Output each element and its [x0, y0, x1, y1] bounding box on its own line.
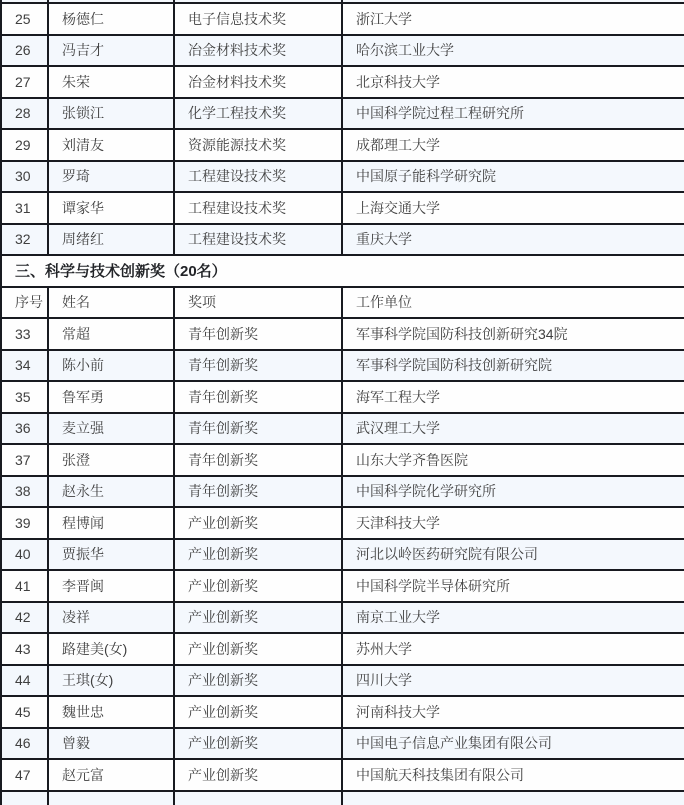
cell-name — [48, 791, 174, 805]
cell-no: 35 — [1, 381, 48, 413]
cell-award: 工程建设技术奖 — [174, 161, 342, 193]
cell-org: 中国科学院化学研究所 — [342, 476, 684, 508]
cell-name: 冯吉才 — [48, 35, 174, 67]
cell-org: 河北以岭医药研究院有限公司 — [342, 539, 684, 571]
table-row — [1, 350, 684, 382]
cell-org: 河南科技大学 — [342, 696, 684, 728]
cell-name: 李晋闽 — [48, 570, 174, 602]
table-row — [1, 224, 684, 256]
cell-no: 37 — [1, 444, 48, 476]
cell-no: 45 — [1, 696, 48, 728]
table-row — [1, 728, 684, 760]
cell-org: 军事科学院国防科技创新研究34院 — [342, 318, 684, 350]
cell-award — [174, 791, 342, 805]
cell-name: 罗琦 — [48, 161, 174, 193]
table-row — [1, 318, 684, 350]
cell-award: 产业创新奖 — [174, 570, 342, 602]
cell-org: 中国科学院半导体研究所 — [342, 570, 684, 602]
cell-name: 程博闻 — [48, 507, 174, 539]
table-row — [1, 759, 684, 791]
cell-name: 杨德仁 — [48, 3, 174, 35]
cell-no: 34 — [1, 350, 48, 382]
cell-org: 中国原子能科学研究院 — [342, 161, 684, 193]
cell-award: 化学工程技术奖 — [174, 98, 342, 130]
cell-name: 王琪(女) — [48, 665, 174, 697]
cell-name: 谭家华 — [48, 192, 174, 224]
section-title: 三、科学与技术创新奖（20名） — [1, 255, 684, 287]
cell-name: 朱荣 — [48, 66, 174, 98]
cell-name: 张锁江 — [48, 98, 174, 130]
cell-award: 工程建设技术奖 — [174, 192, 342, 224]
cell-award: 电子信息技术奖 — [174, 3, 342, 35]
table-row-partial-bottom — [1, 791, 684, 805]
cell-org: 中国科学院过程工程研究所 — [342, 98, 684, 130]
cell-award: 产业创新奖 — [174, 633, 342, 665]
cell-org: 军事科学院国防科技创新研究院 — [342, 350, 684, 382]
cell-name: 魏世忠 — [48, 696, 174, 728]
cell-award: 青年创新奖 — [174, 318, 342, 350]
cell-org: 成都理工大学 — [342, 129, 684, 161]
cell-award: 青年创新奖 — [174, 413, 342, 445]
cell-org: 上海交通大学 — [342, 192, 684, 224]
cell-name: 常超 — [48, 318, 174, 350]
cell-award: 青年创新奖 — [174, 381, 342, 413]
cell-award: 产业创新奖 — [174, 602, 342, 634]
cell-name: 张澄 — [48, 444, 174, 476]
cell-no: 41 — [1, 570, 48, 602]
column-header-row — [1, 287, 684, 319]
table-row — [1, 570, 684, 602]
table-row — [1, 35, 684, 67]
cell-no: 36 — [1, 413, 48, 445]
cell-org: 中国航天科技集团有限公司 — [342, 759, 684, 791]
cell-award: 产业创新奖 — [174, 696, 342, 728]
cell-org: 武汉理工大学 — [342, 413, 684, 445]
cell-no: 47 — [1, 759, 48, 791]
cell-org: 南京工业大学 — [342, 602, 684, 634]
cell-org: 中国电子信息产业集团有限公司 — [342, 728, 684, 760]
cell-award: 冶金材料技术奖 — [174, 66, 342, 98]
column-header-name: 姓名 — [48, 287, 174, 319]
cell-no: 33 — [1, 318, 48, 350]
cell-award: 产业创新奖 — [174, 759, 342, 791]
cell-org: 重庆大学 — [342, 224, 684, 256]
cell-no: 26 — [1, 35, 48, 67]
cell-no: 28 — [1, 98, 48, 130]
cell-award: 资源能源技术奖 — [174, 129, 342, 161]
cell-org: 浙江大学 — [342, 3, 684, 35]
cell-org: 天津科技大学 — [342, 507, 684, 539]
table-row — [1, 476, 684, 508]
table-row — [1, 66, 684, 98]
table-row — [1, 696, 684, 728]
cell-award: 冶金材料技术奖 — [174, 35, 342, 67]
cell-award: 青年创新奖 — [174, 476, 342, 508]
cell-no: 25 — [1, 3, 48, 35]
cell-no: 29 — [1, 129, 48, 161]
cell-org: 哈尔滨工业大学 — [342, 35, 684, 67]
section-header-row — [1, 255, 684, 287]
table-row — [1, 633, 684, 665]
table-row — [1, 444, 684, 476]
cell-name: 赵永生 — [48, 476, 174, 508]
cell-name: 路建美(女) — [48, 633, 174, 665]
cell-name: 鲁军勇 — [48, 381, 174, 413]
cell-award: 产业创新奖 — [174, 507, 342, 539]
column-header-org: 工作单位 — [342, 287, 684, 319]
cell-name: 周绪红 — [48, 224, 174, 256]
cell-no: 32 — [1, 224, 48, 256]
cell-org: 苏州大学 — [342, 633, 684, 665]
cell-name: 麦立强 — [48, 413, 174, 445]
cell-org: 北京科技大学 — [342, 66, 684, 98]
table-row — [1, 129, 684, 161]
cell-no — [1, 791, 48, 805]
cell-award: 青年创新奖 — [174, 444, 342, 476]
cell-org: 海军工程大学 — [342, 381, 684, 413]
cell-name: 凌祥 — [48, 602, 174, 634]
cell-name: 陈小前 — [48, 350, 174, 382]
cell-no: 39 — [1, 507, 48, 539]
cell-org: 四川大学 — [342, 665, 684, 697]
table-row — [1, 192, 684, 224]
cell-name: 刘清友 — [48, 129, 174, 161]
cell-award: 产业创新奖 — [174, 728, 342, 760]
cell-no: 44 — [1, 665, 48, 697]
cell-org: 山东大学齐鲁医院 — [342, 444, 684, 476]
cell-no: 43 — [1, 633, 48, 665]
cell-award: 产业创新奖 — [174, 665, 342, 697]
cell-org — [342, 791, 684, 805]
table-row — [1, 602, 684, 634]
cell-award: 青年创新奖 — [174, 350, 342, 382]
cell-no: 31 — [1, 192, 48, 224]
table-row — [1, 161, 684, 193]
table-row — [1, 665, 684, 697]
table-row — [1, 413, 684, 445]
cell-no: 40 — [1, 539, 48, 571]
cell-no: 30 — [1, 161, 48, 193]
cell-no: 46 — [1, 728, 48, 760]
cell-award: 工程建设技术奖 — [174, 224, 342, 256]
column-header-award: 奖项 — [174, 287, 342, 319]
column-header-no: 序号 — [1, 287, 48, 319]
table-row — [1, 539, 684, 571]
cell-name: 贾振华 — [48, 539, 174, 571]
table-row — [1, 381, 684, 413]
cell-name: 赵元富 — [48, 759, 174, 791]
table-row — [1, 507, 684, 539]
cell-no: 38 — [1, 476, 48, 508]
cell-no: 42 — [1, 602, 48, 634]
table-row — [1, 3, 684, 35]
cell-no: 27 — [1, 66, 48, 98]
table-row — [1, 98, 684, 130]
cell-award: 产业创新奖 — [174, 539, 342, 571]
cell-name: 曾毅 — [48, 728, 174, 760]
